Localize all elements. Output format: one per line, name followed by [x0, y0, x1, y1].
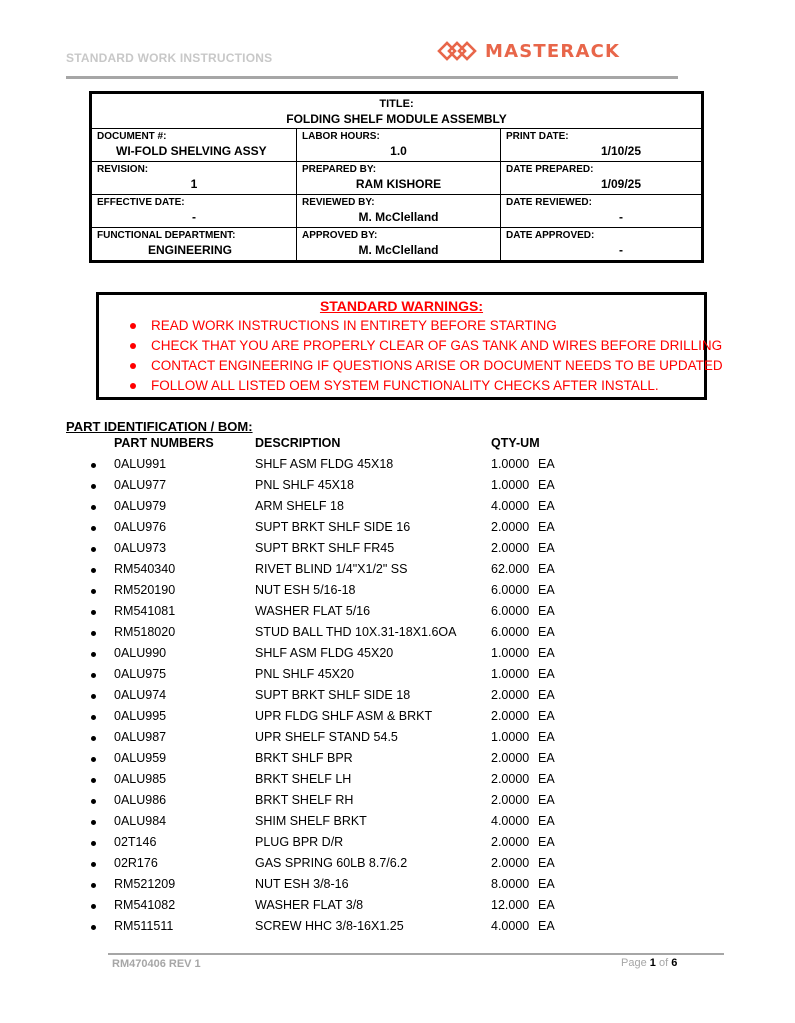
part-description: NUT ESH 5/16-18 — [255, 583, 356, 597]
part-number: 0ALU959 — [114, 751, 167, 765]
page-current: 1 — [649, 957, 656, 969]
bullet-icon — [91, 778, 96, 783]
part-number: RM511511 — [114, 919, 174, 933]
bom-row — [0, 559, 795, 580]
bullet-icon — [91, 463, 96, 468]
part-quantity: 4.0000 — [491, 919, 530, 933]
revision-value: 1 — [190, 177, 198, 191]
title-label: TITLE: — [379, 98, 414, 110]
info-row — [92, 162, 701, 195]
warning-text: FOLLOW ALL LISTED OEM SYSTEM FUNCTIONALITY CHECKS AFTER INSTALL. — [151, 378, 659, 393]
date-approved-label: DATE APPROVED: — [506, 230, 595, 241]
warnings-list — [99, 316, 723, 396]
part-description: NUT ESH 3/8-16 — [255, 877, 349, 891]
bom-row — [0, 685, 795, 706]
document-info-table — [89, 91, 704, 263]
part-description: SUPT BRKT SHLF SIDE 18 — [255, 688, 411, 702]
footer-rule — [108, 953, 724, 955]
part-unit: EA — [538, 751, 555, 765]
part-unit: EA — [538, 898, 555, 912]
bom-row — [0, 664, 795, 685]
part-unit: EA — [538, 709, 555, 723]
print-date-label: PRINT DATE: — [506, 131, 569, 142]
part-number: 0ALU991 — [114, 457, 167, 471]
part-number: 0ALU975 — [114, 667, 167, 681]
part-quantity: 1.0000 — [491, 730, 530, 744]
part-quantity: 1.0000 — [491, 457, 530, 471]
bom-row — [0, 454, 795, 475]
part-description: SCREW HHC 3/8-16X1.25 — [255, 919, 404, 933]
bullet-icon — [91, 547, 96, 552]
part-description: PLUG BPR D/R — [255, 835, 344, 849]
bullet-icon — [91, 736, 96, 741]
approved-by-label: APPROVED BY: — [302, 230, 378, 241]
bom-row — [0, 916, 795, 937]
reviewed-by-cell — [297, 195, 501, 227]
bom-row — [0, 769, 795, 790]
part-description: ARM SHELF 18 — [255, 499, 344, 513]
part-quantity: 2.0000 — [491, 835, 530, 849]
part-unit: EA — [538, 856, 555, 870]
date-prepared-cell — [501, 162, 701, 194]
part-unit: EA — [538, 772, 555, 786]
bom-row — [0, 517, 795, 538]
part-number: 0ALU977 — [114, 478, 167, 492]
bullet-icon — [91, 631, 96, 636]
part-description: SHLF ASM FLDG 45X20 — [255, 646, 394, 660]
part-number: 0ALU990 — [114, 646, 167, 660]
column-header-qty-um: QTY-UM — [491, 436, 540, 450]
part-unit: EA — [538, 562, 555, 576]
part-description: PNL SHLF 45X18 — [255, 478, 354, 492]
part-unit: EA — [538, 667, 555, 681]
part-description: STUD BALL THD 10X.31-18X1.6OA — [255, 625, 457, 639]
part-quantity: 1.0000 — [491, 667, 530, 681]
document-number-label: DOCUMENT #: — [97, 131, 167, 142]
part-quantity: 1.0000 — [491, 478, 530, 492]
part-description: UPR FLDG SHLF ASM & BRKT — [255, 709, 433, 723]
prepared-by-cell — [297, 162, 501, 194]
info-row — [92, 129, 701, 162]
part-description: UPR SHELF STAND 54.5 — [255, 730, 398, 744]
part-unit: EA — [538, 877, 555, 891]
part-description: WASHER FLAT 3/8 — [255, 898, 364, 912]
bom-row — [0, 790, 795, 811]
bom-row — [0, 706, 795, 727]
revision-label: REVISION: — [97, 164, 149, 175]
part-quantity: 1.0000 — [491, 646, 530, 660]
reviewed-by-label: REVIEWED BY: — [302, 197, 375, 208]
date-approved-cell — [501, 228, 701, 260]
info-row — [92, 228, 701, 260]
bullet-icon — [91, 652, 96, 657]
date-prepared-value: 1/09/25 — [600, 177, 642, 191]
part-number: RM541081 — [114, 604, 176, 618]
part-quantity: 2.0000 — [491, 520, 530, 534]
bom-row — [0, 853, 795, 874]
part-number: 0ALU973 — [114, 541, 167, 555]
bullet-icon — [130, 323, 136, 329]
bullet-icon — [91, 526, 96, 531]
part-quantity: 4.0000 — [491, 499, 530, 513]
department-label: FUNCTIONAL DEPARTMENT: — [97, 230, 236, 241]
part-number: 0ALU976 — [114, 520, 167, 534]
part-quantity: 2.0000 — [491, 751, 530, 765]
bullet-icon — [130, 383, 136, 389]
bom-row — [0, 643, 795, 664]
part-description: RIVET BLIND 1/4"X1/2" SS — [255, 562, 408, 576]
warning-item — [99, 316, 704, 336]
part-number: 02T146 — [114, 835, 157, 849]
part-unit: EA — [538, 688, 555, 702]
part-unit: EA — [538, 583, 555, 597]
bullet-icon — [130, 363, 136, 369]
part-number: 02R176 — [114, 856, 158, 870]
page-of: of — [658, 957, 669, 969]
bullet-icon — [91, 484, 96, 489]
warning-text: CHECK THAT YOU ARE PROPERLY CLEAR OF GAS TANK AND WIRES BEFORE DRILLING — [151, 338, 723, 353]
part-number: RM520190 — [114, 583, 176, 597]
date-approved-value: - — [619, 243, 623, 257]
bullet-icon — [130, 343, 136, 349]
bom-row — [0, 874, 795, 895]
masterack-logo — [437, 40, 620, 62]
labor-hours-label: LABOR HOURS: — [302, 131, 380, 142]
part-number: RM541082 — [114, 898, 176, 912]
part-description: BRKT SHELF LH — [255, 772, 352, 786]
department-value: ENGINEERING — [148, 243, 233, 257]
part-unit: EA — [538, 793, 555, 807]
part-unit: EA — [538, 457, 555, 471]
document-number-cell — [92, 129, 297, 161]
part-quantity: 4.0000 — [491, 814, 530, 828]
warning-item — [99, 356, 723, 376]
footer-document-ref: RM470406 REV 1 — [112, 958, 201, 970]
part-unit: EA — [538, 604, 555, 618]
part-description: PNL SHLF 45X20 — [255, 667, 354, 681]
part-description: SHIM SHELF BRKT — [255, 814, 367, 828]
part-number: 0ALU984 — [114, 814, 167, 828]
labor-hours-value: 1.0 — [390, 144, 407, 158]
part-quantity: 6.0000 — [491, 604, 530, 618]
part-number: 0ALU986 — [114, 793, 167, 807]
approved-by-cell — [297, 228, 501, 260]
part-unit: EA — [538, 835, 555, 849]
date-reviewed-value: - — [619, 210, 623, 224]
bom-row — [0, 496, 795, 517]
warning-text: READ WORK INSTRUCTIONS IN ENTIRETY BEFORE STARTING — [151, 318, 557, 333]
part-quantity: 2.0000 — [491, 541, 530, 555]
part-number: 0ALU987 — [114, 730, 167, 744]
part-quantity: 2.0000 — [491, 688, 530, 702]
document-title: FOLDING SHELF MODULE ASSEMBLY — [286, 112, 507, 126]
part-description: BRKT SHLF BPR — [255, 751, 353, 765]
part-unit: EA — [538, 520, 555, 534]
approved-by-value: M. McClelland — [358, 243, 439, 257]
part-quantity: 8.0000 — [491, 877, 530, 891]
effective-date-label: EFFECTIVE DATE: — [97, 197, 185, 208]
part-number: 0ALU974 — [114, 688, 167, 702]
bullet-icon — [91, 505, 96, 510]
prepared-by-label: PREPARED BY: — [302, 164, 377, 175]
column-header-description: DESCRIPTION — [255, 436, 341, 450]
bullet-icon — [91, 841, 96, 846]
labor-hours-cell — [297, 129, 501, 161]
bom-row — [0, 601, 795, 622]
bullet-icon — [91, 862, 96, 867]
date-reviewed-cell — [501, 195, 701, 227]
warning-item — [99, 376, 704, 396]
part-unit: EA — [538, 625, 555, 639]
bullet-icon — [91, 694, 96, 699]
header-rule — [66, 76, 678, 79]
part-number: RM521209 — [114, 877, 176, 891]
part-unit: EA — [538, 646, 555, 660]
bullet-icon — [91, 715, 96, 720]
part-quantity: 2.0000 — [491, 772, 530, 786]
effective-date-value: - — [192, 210, 196, 224]
bullet-icon — [91, 589, 96, 594]
part-unit: EA — [538, 478, 555, 492]
part-quantity: 62.000 — [491, 562, 530, 576]
bullet-icon — [91, 925, 96, 930]
page-total: 6 — [671, 957, 678, 969]
bullet-icon — [91, 883, 96, 888]
bom-row — [0, 895, 795, 916]
date-reviewed-label: DATE REVIEWED: — [506, 197, 592, 208]
part-description: SUPT BRKT SHLF FR45 — [255, 541, 395, 555]
bom-row — [0, 622, 795, 643]
bullet-icon — [91, 673, 96, 678]
bom-row — [0, 475, 795, 496]
prepared-by-value: RAM KISHORE — [355, 177, 442, 191]
bom-heading: PART IDENTIFICATION / BOM: — [66, 419, 253, 434]
part-description: GAS SPRING 60LB 8.7/6.2 — [255, 856, 408, 870]
part-number: 0ALU979 — [114, 499, 167, 513]
part-quantity: 2.0000 — [491, 793, 530, 807]
effective-date-cell — [92, 195, 297, 227]
part-quantity: 12.000 — [491, 898, 530, 912]
brand-name: MASTERACK — [485, 40, 621, 62]
page-indicator — [621, 957, 677, 969]
document-number-value: WI-FOLD SHELVING ASSY — [116, 144, 267, 158]
part-description: BRKT SHELF RH — [255, 793, 354, 807]
title-row — [92, 94, 701, 129]
part-description: SHLF ASM FLDG 45X18 — [255, 457, 394, 471]
part-unit: EA — [538, 919, 555, 933]
department-cell — [92, 228, 297, 260]
part-description: WASHER FLAT 5/16 — [255, 604, 371, 618]
page-word: Page — [621, 957, 647, 969]
part-unit: EA — [538, 541, 555, 555]
bom-row — [0, 727, 795, 748]
bom-row — [0, 580, 795, 601]
bom-row — [0, 811, 795, 832]
warning-item — [99, 336, 723, 356]
bom-row — [0, 748, 795, 769]
part-quantity: 2.0000 — [491, 856, 530, 870]
warning-text: CONTACT ENGINEERING IF QUESTIONS ARISE OR DOCUMENT NEEDS TO BE UPDATED — [151, 358, 723, 373]
print-date-value: 1/10/25 — [600, 144, 642, 158]
column-header-part-numbers: PART NUMBERS — [114, 436, 214, 450]
header-doc-type: STANDARD WORK INSTRUCTIONS — [66, 51, 273, 65]
print-date-cell — [501, 129, 701, 161]
info-row — [92, 195, 701, 228]
reviewed-by-value: M. McClelland — [358, 210, 439, 224]
standard-warnings-box — [96, 292, 723, 400]
bullet-icon — [91, 799, 96, 804]
part-number: RM518020 — [114, 625, 176, 639]
date-prepared-label: DATE PREPARED: — [506, 164, 594, 175]
bullet-icon — [91, 904, 96, 909]
part-quantity: 2.0000 — [491, 709, 530, 723]
bom-row — [0, 538, 795, 559]
bullet-icon — [91, 820, 96, 825]
bom-row — [0, 832, 795, 853]
part-number: 0ALU995 — [114, 709, 167, 723]
bom-list — [0, 454, 795, 937]
part-unit: EA — [538, 499, 555, 513]
part-quantity: 6.0000 — [491, 583, 530, 597]
part-unit: EA — [538, 730, 555, 744]
part-number: RM540340 — [114, 562, 176, 576]
bullet-icon — [91, 757, 96, 762]
revision-cell — [92, 162, 297, 194]
part-number: 0ALU985 — [114, 772, 167, 786]
bullet-icon — [91, 610, 96, 615]
warnings-title: STANDARD WARNINGS: — [319, 298, 484, 314]
part-description: SUPT BRKT SHLF SIDE 16 — [255, 520, 411, 534]
masterack-logo-icon — [437, 40, 477, 62]
part-unit: EA — [538, 814, 555, 828]
bullet-icon — [91, 568, 96, 573]
part-quantity: 6.0000 — [491, 625, 530, 639]
